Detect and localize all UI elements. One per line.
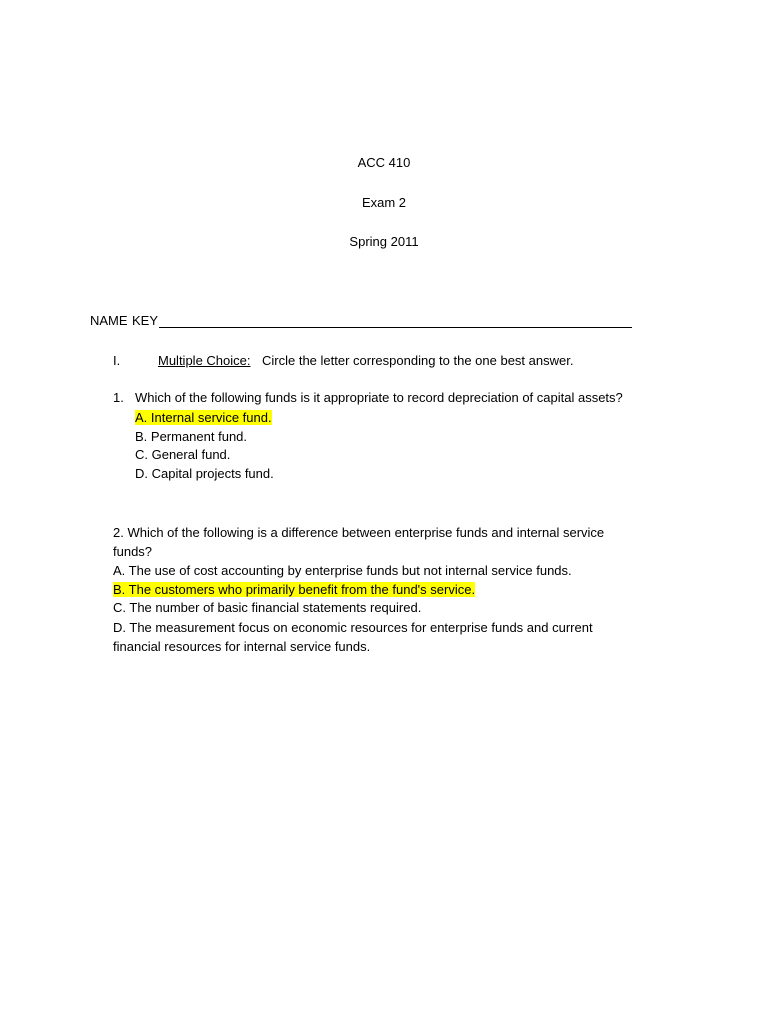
course-title: ACC 410 (357, 155, 411, 170)
answer-highlight: B. The customers who primarily benefit from the fund's service. (113, 582, 476, 597)
question-1-option-c: C. General fund. (135, 447, 231, 462)
question-1-option-a (135, 409, 272, 427)
exam-term: Spring 2011 (349, 234, 419, 249)
question-1-number: 1. (113, 390, 124, 405)
question-2-option-a: A. The use of cost accounting by enterprise funds but not internal service funds. (113, 563, 572, 578)
section-title: Multiple Choice: (158, 353, 251, 368)
question-2-option-c: C. The number of basic financial statements required. (113, 600, 422, 615)
name-underline (159, 327, 632, 328)
answer-highlight: A. Internal service fund. (135, 410, 272, 425)
question-2-option-d-continued: financial resources for internal service funds. (113, 639, 371, 654)
name-label: NAME (90, 313, 128, 328)
section-numeral: I. (113, 353, 121, 368)
question-2-option-d: D. The measurement focus on economic resources for enterprise funds and current (113, 620, 593, 635)
question-2-text-line-1: 2. Which of the following is a difference between enterprise funds and internal service (113, 525, 605, 540)
question-1-option-b: B. Permanent fund. (135, 429, 248, 444)
question-1-option-d: D. Capital projects fund. (135, 466, 274, 481)
question-2-text-line-2: funds? (113, 544, 153, 559)
exam-title: Exam 2 (361, 195, 407, 210)
section-instruction: Circle the letter corresponding to the one best answer. (262, 353, 574, 368)
question-2-option-b (113, 581, 475, 599)
question-1-text: Which of the following funds is it appropriate to record depreciation of capital assets? (135, 390, 623, 405)
name-value: KEY (132, 313, 159, 328)
